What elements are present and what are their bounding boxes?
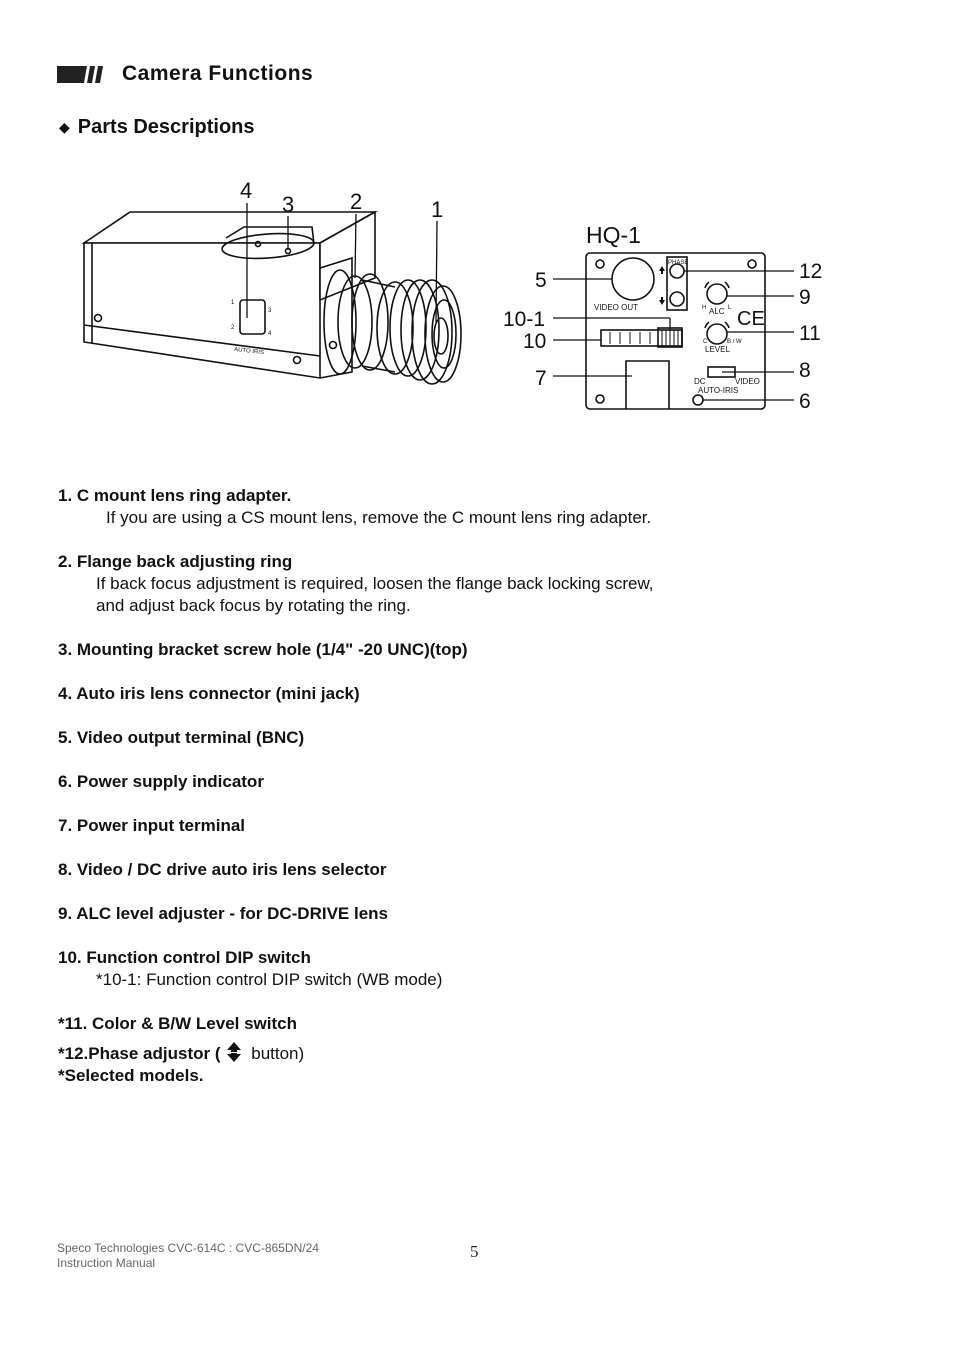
callout-5: 5 — [535, 269, 547, 292]
video-out-label: VIDEO OUT — [594, 303, 639, 312]
list-item — [58, 903, 898, 925]
diamond-bullet-icon: ◆ — [59, 119, 70, 135]
auto-iris-label: AUTO IRIS — [233, 347, 265, 357]
list-item — [58, 727, 898, 749]
list-item — [58, 859, 898, 881]
item-desc: and adjust back focus by rotating the ring. — [96, 596, 411, 615]
parts-list — [58, 485, 898, 1109]
header-stripes-icon — [57, 66, 107, 83]
item-title: *11. Color & B/W Level switch — [58, 1014, 298, 1033]
item-title: *12.Phase adjustor ( — [58, 1044, 221, 1063]
callout-3: 3 — [282, 192, 295, 217]
callout-11: 11 — [799, 322, 821, 345]
callout-4: 4 — [240, 178, 253, 203]
callout-9: 9 — [799, 286, 811, 309]
item-title: 4. Auto iris lens connector (mini jack) — [58, 684, 360, 703]
footer-line-1: Speco Technologies CVC-614C : CVC-865DN/24 — [57, 1241, 319, 1255]
item-title: 6. Power supply indicator — [58, 772, 264, 791]
footer — [57, 1241, 319, 1271]
connector-pin-1: 1 — [231, 300, 235, 306]
phase-label: PHASE — [668, 260, 689, 266]
callout-10-1: 10-1 — [503, 308, 546, 331]
item-title: 8. Video / DC drive auto iris lens selector — [58, 860, 387, 879]
list-item — [58, 683, 898, 705]
item-title: 7. Power input terminal — [58, 816, 246, 835]
item-title: 2. Flange back adjusting ring — [58, 552, 293, 571]
alc-label: ALC — [709, 307, 725, 316]
panel-model-label: HQ-1 — [586, 222, 641, 248]
level-bw-label: B / W — [727, 339, 742, 345]
item-desc: If you are using a CS mount lens, remove the C mount lens ring adapter. — [106, 508, 652, 527]
subsection-title — [59, 116, 255, 139]
list-item — [58, 639, 898, 661]
callout-2: 2 — [350, 189, 363, 214]
dc-label: DC — [694, 377, 706, 386]
alc-l-label: L — [728, 305, 732, 311]
camera-illustration — [84, 212, 461, 384]
subsection-title-text: Parts Descriptions — [77, 116, 255, 138]
callout-12: 12 — [799, 260, 823, 283]
list-item — [58, 1065, 898, 1087]
auto-iris-panel-label: AUTO-IRIS — [698, 386, 739, 395]
list-item — [58, 1041, 898, 1065]
level-c-label: C — [703, 339, 708, 345]
item-title: 5. Video output terminal (BNC) — [58, 728, 305, 747]
item-title: 1. C mount lens ring adapter. — [58, 486, 292, 505]
level-label: LEVEL — [705, 345, 730, 354]
item-title: *Selected models. — [58, 1066, 204, 1085]
video-label: VIDEO — [735, 377, 760, 386]
list-item — [58, 771, 898, 793]
alc-h-label: H — [702, 305, 707, 311]
connector-pin-4: 4 — [268, 331, 272, 337]
callout-10: 10 — [523, 330, 547, 353]
callout-1: 1 — [431, 197, 444, 222]
item-title-suffix: button) — [246, 1044, 305, 1063]
item-desc: If back focus adjustment is required, loosen the flange back locking screw, — [96, 574, 654, 593]
footer-line-2: Instruction Manual — [57, 1256, 156, 1270]
page-number: 5 — [470, 1242, 479, 1261]
connector-pin-2: 2 — [231, 325, 235, 331]
item-desc: *10-1: Function control DIP switch (WB mode) — [96, 970, 443, 989]
callout-6: 6 — [799, 390, 811, 413]
list-item — [58, 485, 898, 529]
item-title: 9. ALC level adjuster - for DC-DRIVE lens — [58, 904, 388, 923]
section-header — [57, 60, 313, 88]
callout-7: 7 — [535, 367, 547, 390]
item-title: 10. Function control DIP switch — [58, 948, 311, 967]
parts-figure — [0, 170, 954, 430]
connector-pin-3: 3 — [268, 308, 272, 314]
phase-up-down-icon — [223, 1041, 245, 1063]
list-item — [58, 1013, 898, 1035]
page-title: Camera Functions — [122, 62, 314, 85]
list-item — [58, 815, 898, 837]
list-item — [58, 551, 898, 617]
list-item — [58, 947, 898, 991]
item-title: 3. Mounting bracket screw hole (1/4" -20 UNC)(top) — [58, 640, 468, 659]
ce-mark: CE — [737, 308, 765, 330]
callout-8: 8 — [799, 359, 811, 382]
